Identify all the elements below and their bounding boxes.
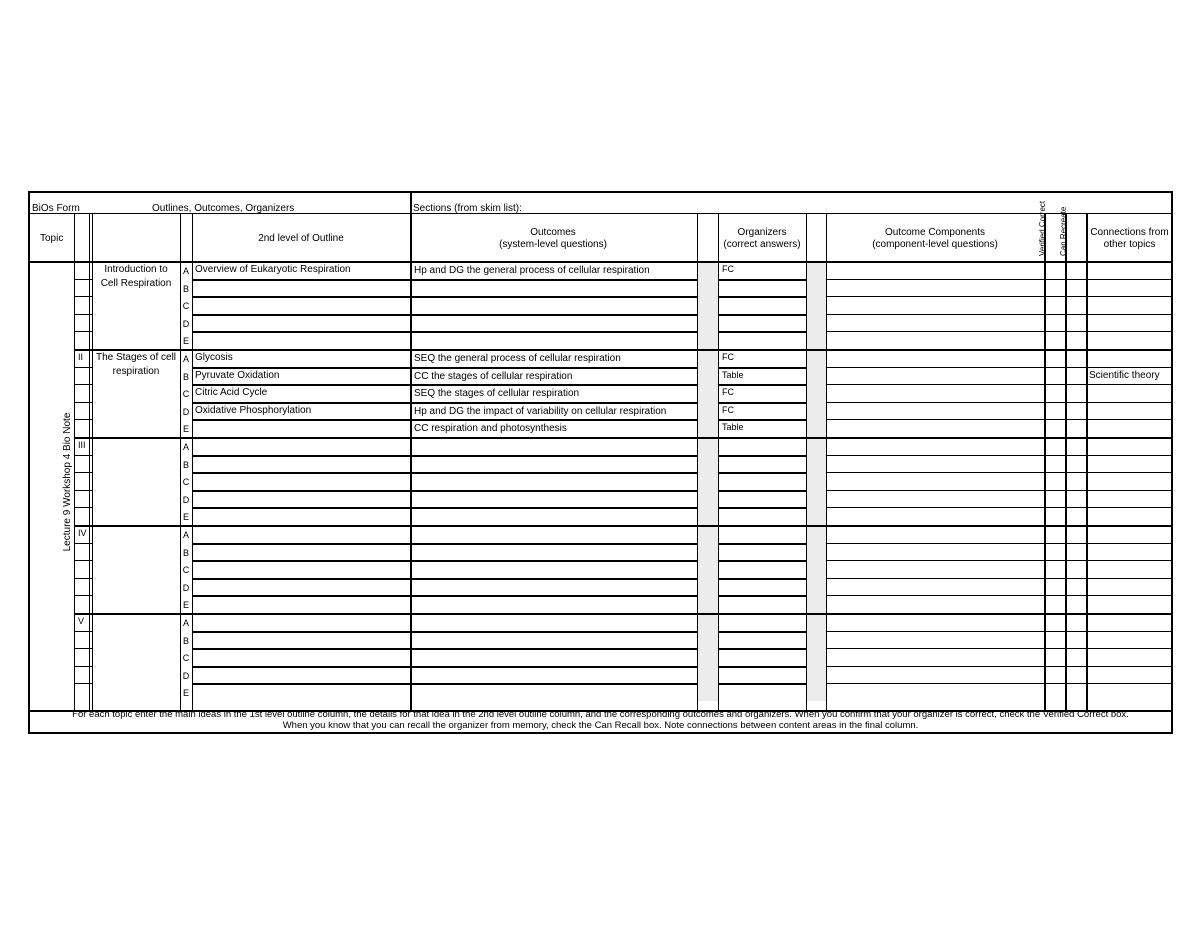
row-letter: B <box>182 371 189 382</box>
row-letter: E <box>182 336 189 347</box>
first-level-topic-cont: respiration <box>112 366 160 377</box>
bios-form <box>28 191 1173 734</box>
row-divider <box>826 507 1171 508</box>
row-divider <box>74 666 92 667</box>
row-letter: E <box>182 688 189 699</box>
row-divider <box>718 543 806 545</box>
row-divider <box>192 384 697 386</box>
row-divider <box>192 595 697 597</box>
footer-divider <box>30 710 1171 712</box>
row-letter: C <box>182 653 190 664</box>
column-divider <box>718 213 719 710</box>
column-divider <box>74 213 75 710</box>
row-divider <box>74 331 92 332</box>
row-divider <box>192 648 697 650</box>
row-divider <box>192 631 697 633</box>
connections-divider <box>1086 213 1088 710</box>
organizer-entry: FC <box>722 387 734 398</box>
row-divider <box>826 314 1171 315</box>
row-divider <box>826 279 1171 280</box>
row-divider <box>74 578 92 579</box>
row-letter: C <box>182 301 190 312</box>
footer-line1: For each topic enter the main ideas in the 1st level outline column, the details for that idea in the 2nd level outline column, and the corresponding outcomes and organizers. When you confirm that your organizer is correct, check the Verified Correct box. <box>72 709 1129 720</box>
organizers-header-title: Organizers <box>737 227 787 238</box>
row-divider <box>74 472 92 473</box>
topic-numeral: V <box>78 616 85 626</box>
row-divider <box>192 279 697 281</box>
organizers-header <box>718 227 806 250</box>
row-letter: B <box>182 635 189 646</box>
row-letter: D <box>182 318 190 329</box>
topic-numeral: IV <box>78 528 87 538</box>
row-divider <box>74 648 92 649</box>
row-letter: A <box>182 618 189 628</box>
row-divider <box>74 384 92 385</box>
row-letter: D <box>182 406 190 417</box>
row-divider <box>718 507 806 509</box>
row-divider <box>718 648 806 650</box>
row-divider <box>718 666 806 668</box>
row-letter: A <box>182 530 189 540</box>
group-divider <box>74 437 1171 439</box>
row-divider <box>826 578 1171 579</box>
row-divider <box>192 367 697 369</box>
organizer-entry: Table <box>722 369 744 380</box>
first-level-topic-cont: Cell Respiration <box>100 278 172 289</box>
row-letter: A <box>182 442 189 452</box>
second-level-entry: Overview of Eukaryotic Respiration <box>195 264 351 275</box>
row-divider <box>718 279 806 281</box>
row-divider <box>826 472 1171 473</box>
row-divider <box>74 490 92 491</box>
row-divider <box>826 683 1171 684</box>
row-divider <box>718 490 806 492</box>
row-letter: D <box>182 582 190 593</box>
row-letter: E <box>182 512 189 523</box>
row-letter: A <box>182 266 189 276</box>
row-divider <box>826 419 1171 420</box>
row-divider <box>192 507 697 509</box>
components-header-title: Outcome Components <box>884 227 986 238</box>
row-divider <box>826 560 1171 561</box>
row-divider <box>826 331 1171 332</box>
row-divider <box>826 296 1171 297</box>
row-letter: A <box>182 354 189 364</box>
row-divider <box>718 331 806 333</box>
topic-header: Topic <box>40 233 64 244</box>
can-recreate-header: Can Recreate <box>1059 206 1068 256</box>
row-divider <box>74 560 92 561</box>
row-divider <box>192 314 697 316</box>
verified-header: Verified Correct <box>1038 200 1047 256</box>
row-divider <box>192 331 697 333</box>
row-divider <box>74 507 92 508</box>
column-divider <box>826 213 827 710</box>
row-divider <box>826 666 1171 667</box>
row-divider <box>718 296 806 298</box>
connections-header <box>1086 227 1173 250</box>
column-divider <box>1044 213 1046 710</box>
row-divider <box>718 578 806 580</box>
row-divider <box>718 683 806 685</box>
row-divider <box>74 367 92 368</box>
connections-header-sub: other topics <box>1103 238 1156 250</box>
row-divider <box>826 402 1171 403</box>
row-letter: D <box>182 670 190 681</box>
footer <box>30 710 1171 732</box>
row-divider <box>192 472 697 474</box>
row-divider <box>74 543 92 544</box>
row-letter: E <box>182 600 189 611</box>
row-divider <box>74 296 92 297</box>
outcomes-header-sub: (system-level questions) <box>499 238 607 250</box>
row-divider <box>192 543 697 545</box>
outcome-entry: SEQ the stages of cellular respiration <box>414 388 580 400</box>
group-divider <box>74 525 1171 527</box>
row-divider <box>192 666 697 668</box>
row-divider <box>718 595 806 597</box>
row-divider <box>74 455 92 456</box>
connections-header-title: Connections from <box>1090 227 1169 238</box>
row-divider <box>74 402 92 403</box>
row-divider <box>192 455 697 457</box>
row-letter: B <box>182 459 189 470</box>
organizer-entry: FC <box>722 264 734 274</box>
row-divider <box>718 314 806 316</box>
outcomes-header-title: Outcomes <box>530 227 576 238</box>
sections-label: Sections (from skim list): <box>413 203 522 214</box>
row-letter: C <box>182 389 190 400</box>
topic-numeral: II <box>78 352 84 362</box>
row-divider <box>192 402 697 404</box>
outcome-entry: CC respiration and photosynthesis <box>414 423 567 435</box>
column-divider <box>192 213 193 710</box>
header-divider <box>30 213 1171 214</box>
first-level-topic: The Stages of cell <box>95 352 177 363</box>
row-divider <box>718 384 806 386</box>
organizer-entry: Table <box>722 422 744 433</box>
row-divider <box>826 367 1171 368</box>
form-label: BiOs Form <box>32 203 80 214</box>
second-level-header: 2nd level of Outline <box>258 233 344 244</box>
outcome-entry: Hp and DG the general process of cellular respiration <box>414 265 650 276</box>
group-divider <box>74 349 1171 351</box>
second-level-entry: Citric Acid Cycle <box>195 387 268 399</box>
second-level-entry: Oxidative Phosphorylation <box>195 404 312 416</box>
row-divider <box>192 419 697 421</box>
side-label: Lecture 9 Workshop 4 Bio Note <box>62 412 73 552</box>
first-level-topic: Introduction to <box>104 264 168 275</box>
row-divider <box>826 631 1171 632</box>
row-divider <box>74 279 92 280</box>
row-divider <box>74 683 92 684</box>
outline-label: Outlines, Outcomes, Organizers <box>152 203 295 214</box>
row-divider <box>718 367 806 369</box>
column-divider <box>697 213 698 710</box>
organizer-entry: FC <box>722 352 734 362</box>
row-divider <box>718 631 806 633</box>
outcome-entry: CC the stages of cellular respiration <box>414 370 573 382</box>
connection-entry: Scientific theory <box>1089 369 1160 381</box>
row-letter: B <box>182 283 189 294</box>
row-divider <box>74 419 92 420</box>
row-divider <box>826 648 1171 649</box>
row-divider <box>826 455 1171 456</box>
column-divider <box>1065 213 1067 710</box>
second-level-entry: Glycosis <box>195 352 233 363</box>
row-divider <box>718 560 806 562</box>
row-divider <box>74 314 92 315</box>
row-divider <box>826 490 1171 491</box>
row-divider <box>74 595 92 596</box>
row-divider <box>718 419 806 421</box>
row-divider <box>826 384 1171 385</box>
row-divider <box>192 578 697 580</box>
header-bottom-divider <box>30 261 1171 263</box>
row-letter: D <box>182 494 190 505</box>
row-divider <box>826 543 1171 544</box>
row-letter: C <box>182 565 190 576</box>
outcomes-header <box>410 227 696 250</box>
row-divider <box>74 631 92 632</box>
row-divider <box>192 560 697 562</box>
row-divider <box>192 490 697 492</box>
row-divider <box>718 402 806 404</box>
group-divider <box>74 613 1171 615</box>
topic-numeral: III <box>78 440 86 450</box>
row-divider <box>826 595 1171 596</box>
row-divider <box>192 683 697 685</box>
components-header-sub: (component-level questions) <box>872 238 998 250</box>
shaded-spacer <box>806 261 826 701</box>
organizer-entry: FC <box>722 404 734 415</box>
row-divider <box>718 472 806 474</box>
column-divider <box>806 213 807 710</box>
organizers-header-sub: (correct answers) <box>723 238 801 250</box>
row-letter: E <box>182 424 189 435</box>
row-divider <box>718 455 806 457</box>
row-letter: C <box>182 477 190 488</box>
outcome-entry: SEQ the general process of cellular respiration <box>414 353 621 364</box>
outcome-entry: Hp and DG the impact of variability on cellular respiration <box>414 405 667 417</box>
footer-line2: When you know that you can recall the organizer from memory, check the Can Recall box. Note connections between content areas in the final column. <box>282 719 919 731</box>
row-letter: B <box>182 547 189 558</box>
second-level-entry: Pyruvate Oxidation <box>195 369 280 381</box>
column-divider <box>89 213 90 710</box>
shaded-spacer <box>697 261 718 701</box>
row-divider <box>192 296 697 298</box>
components-header <box>826 227 1044 250</box>
